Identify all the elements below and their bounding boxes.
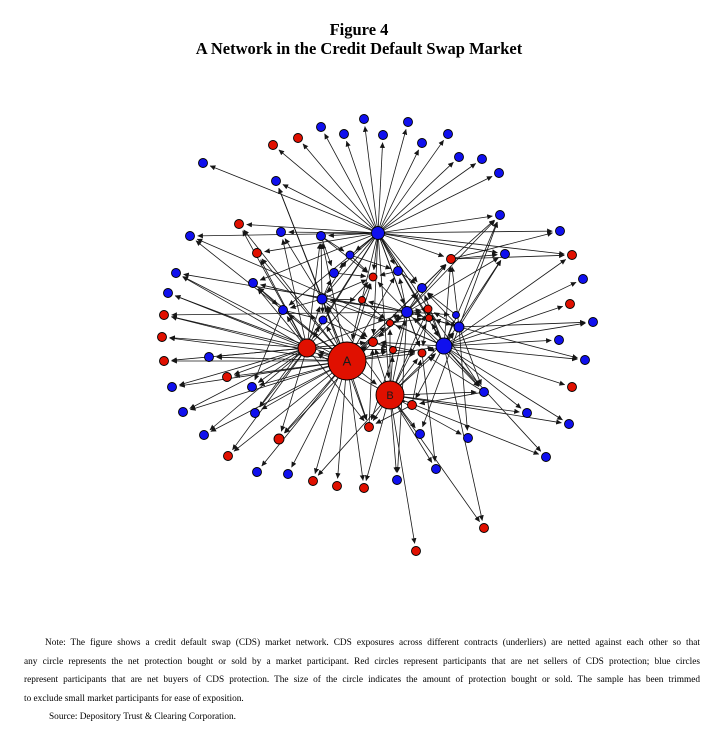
network-edge [399, 359, 418, 384]
network-node [179, 408, 188, 417]
network-node [496, 211, 505, 220]
network-edge [378, 282, 403, 308]
network-edge [420, 393, 480, 404]
network-node [248, 383, 257, 392]
source-line: Source: Depository Trust & Clearing Corporation. [49, 712, 236, 723]
network-edge [454, 220, 494, 256]
network-edge [292, 378, 339, 467]
network-edge [383, 162, 454, 228]
network-node [447, 255, 456, 264]
nodes-layer [158, 115, 598, 556]
network-node [269, 141, 278, 150]
network-edge [449, 352, 540, 451]
network-edge [338, 380, 346, 478]
network-edge [411, 265, 447, 308]
network-node [426, 315, 433, 322]
network-node [390, 347, 397, 354]
network-node [158, 333, 167, 342]
node-label-a: A [342, 353, 352, 369]
network-node [317, 232, 326, 241]
network-node [200, 431, 209, 440]
network-node [418, 139, 427, 148]
note-line: Note: The figure shows a credit default swap (CDS) market network. CDS exposures across different contracts (underliers) are netted against each other so that [45, 638, 700, 648]
network-node [319, 316, 327, 324]
network-node [274, 434, 284, 444]
network-node [523, 409, 532, 418]
figure-number: Figure 4 [329, 20, 389, 39]
network-edge [321, 244, 322, 294]
network-edge [402, 274, 416, 284]
network-node [277, 228, 286, 237]
network-node [379, 131, 388, 140]
note-line: to exclude small market participants for ease of exposition. [24, 693, 244, 704]
network-edge [384, 216, 492, 232]
network-node [568, 383, 577, 392]
network-node [416, 430, 425, 439]
network-node [223, 373, 232, 382]
network-node [432, 465, 441, 474]
node-label-b: B [386, 390, 394, 402]
network-node [454, 322, 464, 332]
network-node [369, 273, 377, 281]
network-edge [378, 143, 382, 227]
network-edge [452, 348, 565, 384]
network-edge [262, 376, 335, 466]
network-edge [369, 350, 372, 423]
network-node [501, 250, 510, 259]
network-edge [383, 164, 475, 230]
network-node [253, 249, 262, 258]
network-node [224, 452, 233, 461]
network-node [387, 320, 394, 327]
network-edge [412, 310, 421, 311]
network-node [412, 547, 421, 556]
network-node [253, 468, 262, 477]
network-edge [283, 185, 372, 231]
network-node [478, 155, 487, 164]
network-edge [318, 405, 381, 475]
network-node [340, 130, 349, 139]
note-line: represent participants that are net buyers of CDS protection. The size of the circle indicates the amount of protection bought or sold. The sample has been trimmed [24, 675, 700, 686]
network-node [164, 289, 173, 298]
network-node [205, 353, 214, 362]
network-node [556, 227, 565, 236]
network-edge [289, 232, 372, 233]
network-edge [260, 323, 321, 407]
network-edge [380, 272, 394, 275]
network-node [579, 275, 588, 284]
network-node [279, 306, 288, 315]
network-node [393, 476, 402, 485]
network-node [453, 312, 460, 319]
figure-note [24, 634, 700, 727]
network-node [436, 338, 452, 354]
network-node [317, 294, 327, 304]
network-node [408, 401, 417, 410]
network-edge [347, 141, 376, 227]
network-edge [327, 299, 355, 300]
network-node [372, 227, 385, 240]
network-node [424, 305, 432, 313]
network-node [284, 470, 293, 479]
network-node [566, 300, 575, 309]
network-edge [445, 267, 451, 338]
network-node [555, 336, 564, 345]
network-node [464, 434, 473, 443]
network-node [272, 177, 281, 186]
network-edge [353, 379, 367, 420]
network-node [581, 356, 590, 365]
note-line: any circle represents the net protection bought or sold by a market participant. Red circles represent participants that are net sellers of CDS protection; blue circles [24, 656, 700, 667]
network-node [495, 169, 504, 178]
network-node [480, 524, 489, 533]
network-edge [398, 406, 480, 521]
network-node [365, 423, 374, 432]
network-edge [287, 317, 302, 341]
network-node [172, 269, 181, 278]
network-edge [322, 304, 323, 313]
figure-caption: A Network in the Credit Default Swap Market [195, 38, 523, 58]
network-node [455, 153, 464, 162]
network-node [402, 307, 413, 318]
network-node [168, 383, 177, 392]
network-node [394, 267, 403, 276]
network-edge [172, 317, 299, 346]
network-edge [452, 340, 551, 345]
network-edge [381, 342, 436, 345]
network-node [186, 232, 195, 241]
network-node [480, 388, 489, 397]
network-edge [449, 352, 479, 386]
network-edge [384, 234, 497, 253]
network-node [360, 115, 369, 124]
network-edge [179, 351, 298, 385]
network-edge [384, 176, 492, 230]
network-edge [284, 375, 334, 433]
network-node [404, 118, 413, 127]
network-node [330, 269, 339, 278]
network-node [589, 318, 598, 327]
network-edge [170, 338, 298, 348]
network-node [249, 279, 258, 288]
network-node [444, 130, 453, 139]
network-node [542, 453, 551, 462]
network-edge [362, 373, 377, 385]
network-edge [279, 188, 320, 294]
network-node [360, 484, 369, 493]
network-node [418, 349, 426, 357]
network-edge [451, 282, 576, 342]
network-node [359, 297, 366, 304]
network-edge [323, 240, 332, 266]
network-node [298, 339, 316, 357]
network-node [418, 284, 427, 293]
network-edge [217, 349, 298, 357]
edges-layer [170, 127, 586, 544]
network-edge [303, 144, 374, 228]
network-edge [400, 279, 406, 307]
network-node [199, 159, 208, 168]
network-node [160, 311, 169, 320]
network-node [333, 482, 342, 491]
network-edge [210, 166, 372, 231]
network-node [251, 409, 260, 418]
network-node [309, 477, 318, 486]
network-edge [384, 235, 444, 256]
network-edge [416, 353, 441, 398]
network-edge [404, 392, 476, 394]
network-edge [385, 231, 553, 233]
network-edge [175, 296, 298, 345]
network-edge [423, 357, 436, 461]
network-node [160, 357, 169, 366]
network-edge [247, 225, 372, 233]
network-node [369, 338, 378, 347]
network-edge [350, 380, 364, 481]
network-node [317, 123, 326, 132]
network-node [294, 134, 303, 143]
network-node [568, 251, 577, 260]
network-node [235, 220, 244, 229]
network-node [565, 420, 574, 429]
network-node [346, 251, 354, 259]
network-edge [258, 289, 301, 341]
network-edge [451, 350, 563, 420]
